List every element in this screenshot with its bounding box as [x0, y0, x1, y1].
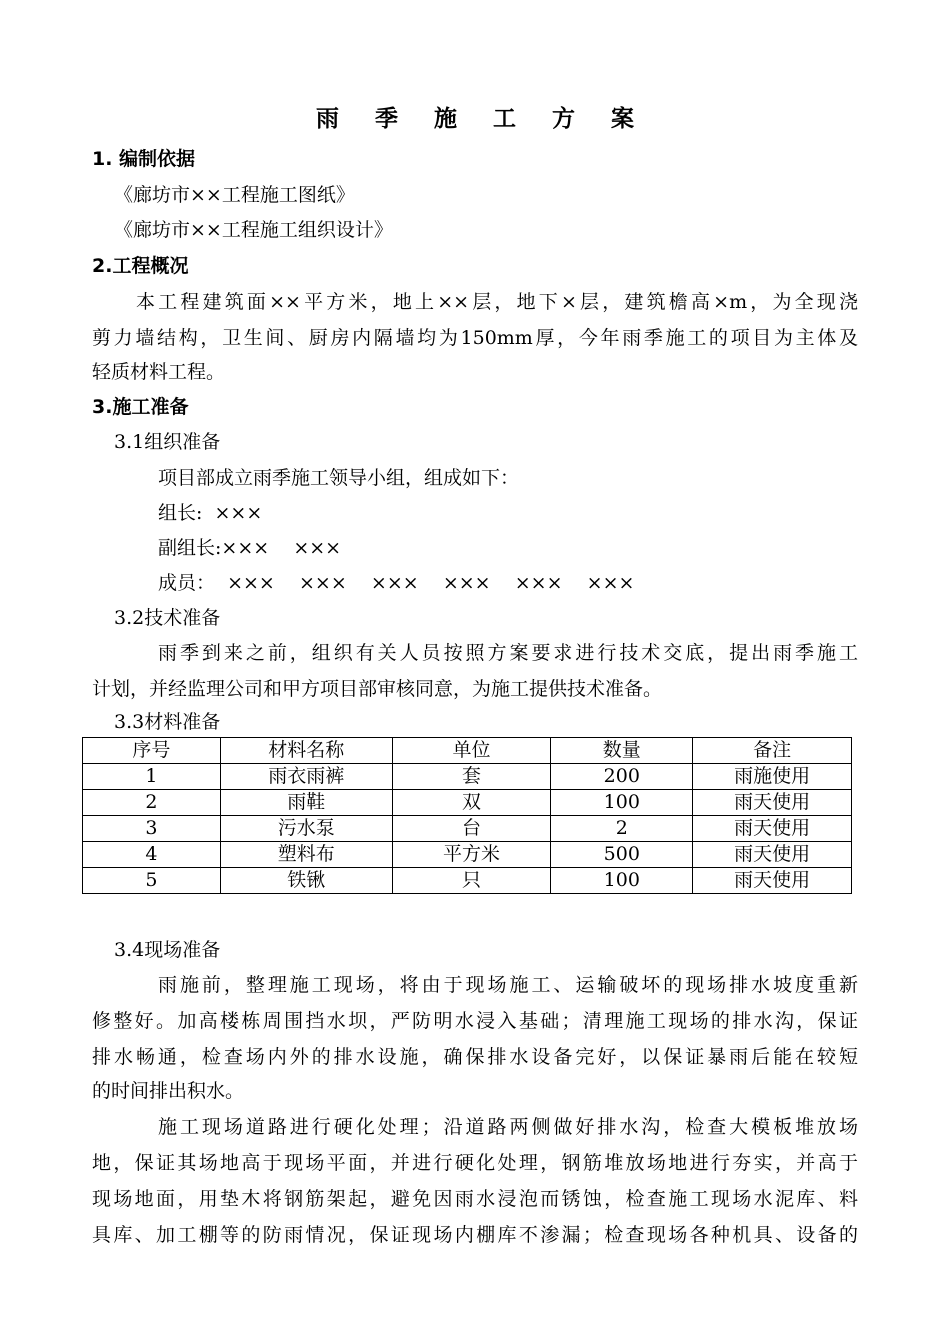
reference-item: 《廊坊市××工程施工图纸》: [114, 184, 355, 206]
paragraph-line: 现场地面，用垫木将钢筋架起，避免因雨水浸泡而锈蚀，检查施工现场水泥库、料: [92, 1188, 858, 1210]
table-row: [83, 764, 852, 790]
section-3-heading: 3.施工准备: [92, 396, 189, 418]
section-1-heading: 1. 编制依据: [92, 148, 196, 170]
paragraph-line: 的时间排出积水。: [92, 1080, 245, 1102]
column-header: 单位: [392, 738, 551, 764]
paragraph-line: 计划，并经监理公司和甲方项目部审核同意，为施工提供技术准备。: [92, 678, 663, 700]
table-cell: 5: [83, 868, 221, 894]
table-cell: 雨天使用: [693, 816, 852, 842]
team-deputy: 副组长:××× ×××: [158, 537, 342, 559]
table-cell: 套: [392, 764, 551, 790]
column-header: 序号: [83, 738, 221, 764]
table-cell: 雨天使用: [693, 868, 852, 894]
team-members: 成员： ××× ××× ××× ××× ××× ×××: [158, 572, 635, 594]
section-2-heading: 2.工程概况: [92, 255, 189, 277]
table-cell: 雨衣雨裤: [220, 764, 392, 790]
materials-table: [82, 737, 852, 894]
table-cell: 100: [551, 868, 693, 894]
table-row: [83, 842, 852, 868]
table-cell: 只: [392, 868, 551, 894]
paragraph-line: 施工现场道路进行硬化处理；沿道路两侧做好排水沟，检查大模板堆放场: [158, 1116, 858, 1138]
table-cell: 100: [551, 790, 693, 816]
table-header-row: [83, 738, 852, 764]
table-cell: 平方米: [392, 842, 551, 868]
document-title: 雨 季 施 工 方 案: [315, 105, 649, 132]
table-cell: 1: [83, 764, 221, 790]
paragraph-line: 修整好。加高楼栋周围挡水坝，严防明水浸入基础；清理施工现场的排水沟，保证: [92, 1010, 858, 1032]
paragraph-line: 雨季到来之前，组织有关人员按照方案要求进行技术交底，提出雨季施工: [158, 642, 858, 664]
column-header: 备注: [693, 738, 852, 764]
column-header: 材料名称: [220, 738, 392, 764]
paragraph-line: 项目部成立雨季施工领导小组，组成如下：: [158, 467, 520, 489]
paragraph-line: 地，保证其场地高于现场平面，并进行硬化处理，钢筋堆放场地进行夯实，并高于: [92, 1152, 858, 1174]
table-cell: 塑料布: [220, 842, 392, 868]
table-row: [83, 816, 852, 842]
subsection-3-2-heading: 3.2技术准备: [114, 607, 221, 629]
table-cell: 2: [83, 790, 221, 816]
table-cell: 4: [83, 842, 221, 868]
table-cell: 铁锹: [220, 868, 392, 894]
table-cell: 500: [551, 842, 693, 868]
subsection-3-1-heading: 3.1组织准备: [114, 431, 221, 453]
table-cell: 3: [83, 816, 221, 842]
table-cell: 污水泵: [220, 816, 392, 842]
table-cell: 双: [392, 790, 551, 816]
reference-item: 《廊坊市××工程施工组织设计》: [114, 219, 393, 241]
table-row: [83, 868, 852, 894]
table-cell: 雨施使用: [693, 764, 852, 790]
paragraph-line: 雨施前，整理施工现场，将由于现场施工、运输破坏的现场排水坡度重新: [158, 974, 858, 996]
team-leader: 组长: ×××: [158, 502, 263, 524]
table-cell: 台: [392, 816, 551, 842]
column-header: 数量: [551, 738, 693, 764]
subsection-3-3-heading: 3.3材料准备: [114, 711, 221, 733]
table-cell: 200: [551, 764, 693, 790]
table-cell: 雨天使用: [693, 842, 852, 868]
paragraph-line: 剪力墙结构，卫生间、厨房内隔墙均为150mm厚，今年雨季施工的项目为主体及: [92, 327, 858, 349]
paragraph-line: 排水畅通，检查场内外的排水设施，确保排水设备完好，以保证暴雨后能在较短: [92, 1046, 858, 1068]
table-cell: 雨鞋: [220, 790, 392, 816]
table-cell: 2: [551, 816, 693, 842]
table-cell: 雨天使用: [693, 790, 852, 816]
paragraph-line: 轻质材料工程。: [92, 361, 226, 383]
paragraph-line: 具库、加工棚等的防雨情况，保证现场内棚库不渗漏；检查现场各种机具、设备的: [92, 1224, 858, 1246]
subsection-3-4-heading: 3.4现场准备: [114, 939, 221, 961]
table-row: [83, 790, 852, 816]
paragraph-line: 本工程建筑面××平方米，地上××层，地下×层，建筑檐高×m，为全现浇: [136, 291, 858, 313]
